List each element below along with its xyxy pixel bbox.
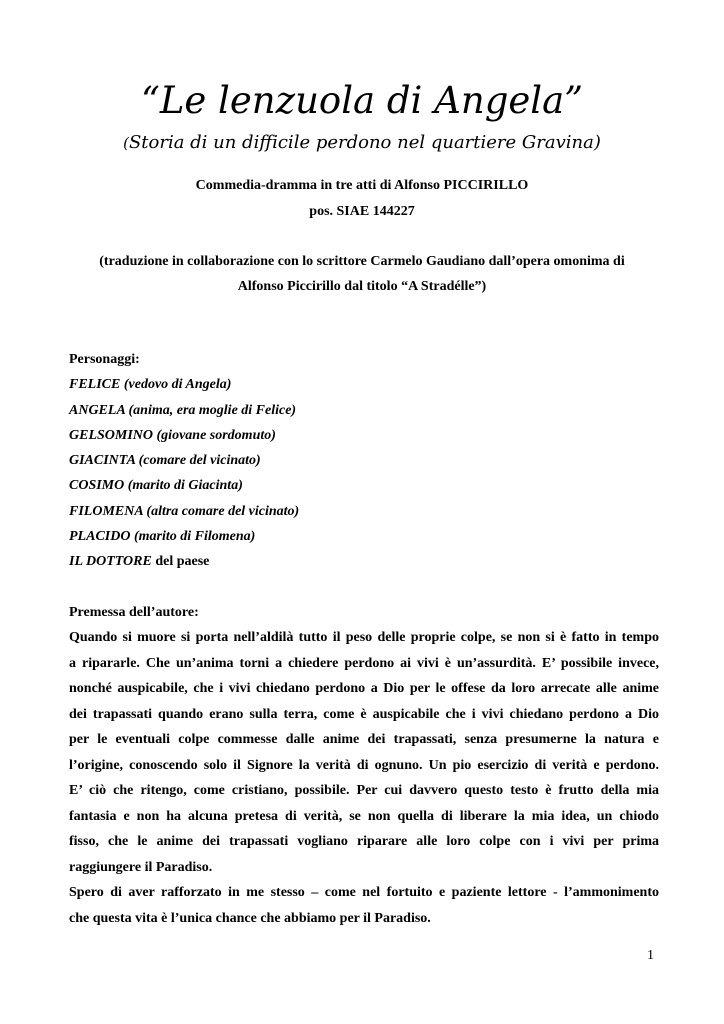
premise-closing-line: Spero di aver rafforzato in me stesso – come nel fortuito e paziente lettore - l’ammonimento (69, 885, 659, 901)
premise-line: fisso, che le anime dei trapassati vogliano riparare alle loro colpe con i vivi per prima (69, 834, 659, 850)
character-item: FILOMENA (altra comare del vicinato) (69, 503, 300, 519)
translation-note-line-1: (traduzione in collaborazione con lo scrittore Carmelo Gaudiano dall’opera omonima di (99, 254, 625, 269)
premise-line: a ripararle. Che un’anima torni a chiedere perdono ai vivi è un’assurdità. E’ possibile invece, (69, 655, 659, 671)
credits-siae: pos. SIAE 144227 (309, 204, 415, 219)
premise-line: nonché auspicabile, che i vivi chiedano perdono a Dio per le offese da loro arrecate alle anime (69, 681, 659, 697)
author-premise (69, 600, 659, 931)
page-number: 1 (647, 948, 654, 963)
character-doctor-rest: del paese (151, 554, 210, 570)
character-item: GIACINTA (comare del vicinato) (69, 453, 261, 469)
character-item: FELICE (vedovo di Angela) (69, 377, 232, 393)
premise-line: l’origine, conoscendo solo il Signore la verità di ognuno. Un pio esercizio di verità e perdono. (69, 757, 659, 773)
character-item: PLACIDO (marito di Filomena) (69, 529, 256, 545)
subtitle-open-paren: ( (123, 134, 129, 152)
premise-line: per le eventuali colpe commesse dalle anime dei trapassati, senza presumerne la natura e (69, 732, 659, 748)
premise-line: Quando si muore si porta nell’aldilà tutto il peso delle proprie colpe, se non si è fatto in tempo (69, 630, 659, 646)
premise-line: dei trapassati quando erano sulla terra, come è auspicabile che i vivi chiedano perdono a Dio (69, 706, 659, 722)
subtitle-text: Storia di un difficile perdono nel quartiere Gravina) (128, 132, 601, 153)
premise-line: raggiungere il Paradiso. (69, 859, 213, 875)
character-item-doctor (69, 549, 659, 574)
characters-heading: Personaggi: (69, 352, 140, 367)
translation-note-line-2: Alfonso Piccirillo dal titolo “A Stradélle”) (237, 279, 487, 294)
play-title: “Le lenzuola di Angela” (140, 79, 584, 122)
characters-list (69, 347, 659, 575)
premise-heading: Premessa dell’autore: (69, 605, 199, 620)
play-subtitle (0, 128, 724, 158)
character-doctor-name: IL DOTTORE (69, 554, 152, 570)
credits-line-1: Commedia-dramma in tre atti di Alfonso PICCIRILLO (195, 178, 529, 193)
premise-closing-line: che questa vita è l’unica chance che abbiamo per il Paradiso. (69, 910, 431, 926)
character-item: COSIMO (marito di Giacinta) (69, 478, 243, 494)
character-item: ANGELA (anima, era moglie di Felice) (69, 402, 297, 418)
character-item: GELSOMINO (giovane sordomuto) (69, 427, 276, 443)
premise-line: E’ ciò che ritengo, come cristiano, possibile. Per cui davvero questo testo è frutto della mia (69, 783, 659, 799)
premise-line: fantasia e non ha alcuna pretesa di verità, se non quella di liberare la mia idea, un chiodo (69, 808, 659, 824)
